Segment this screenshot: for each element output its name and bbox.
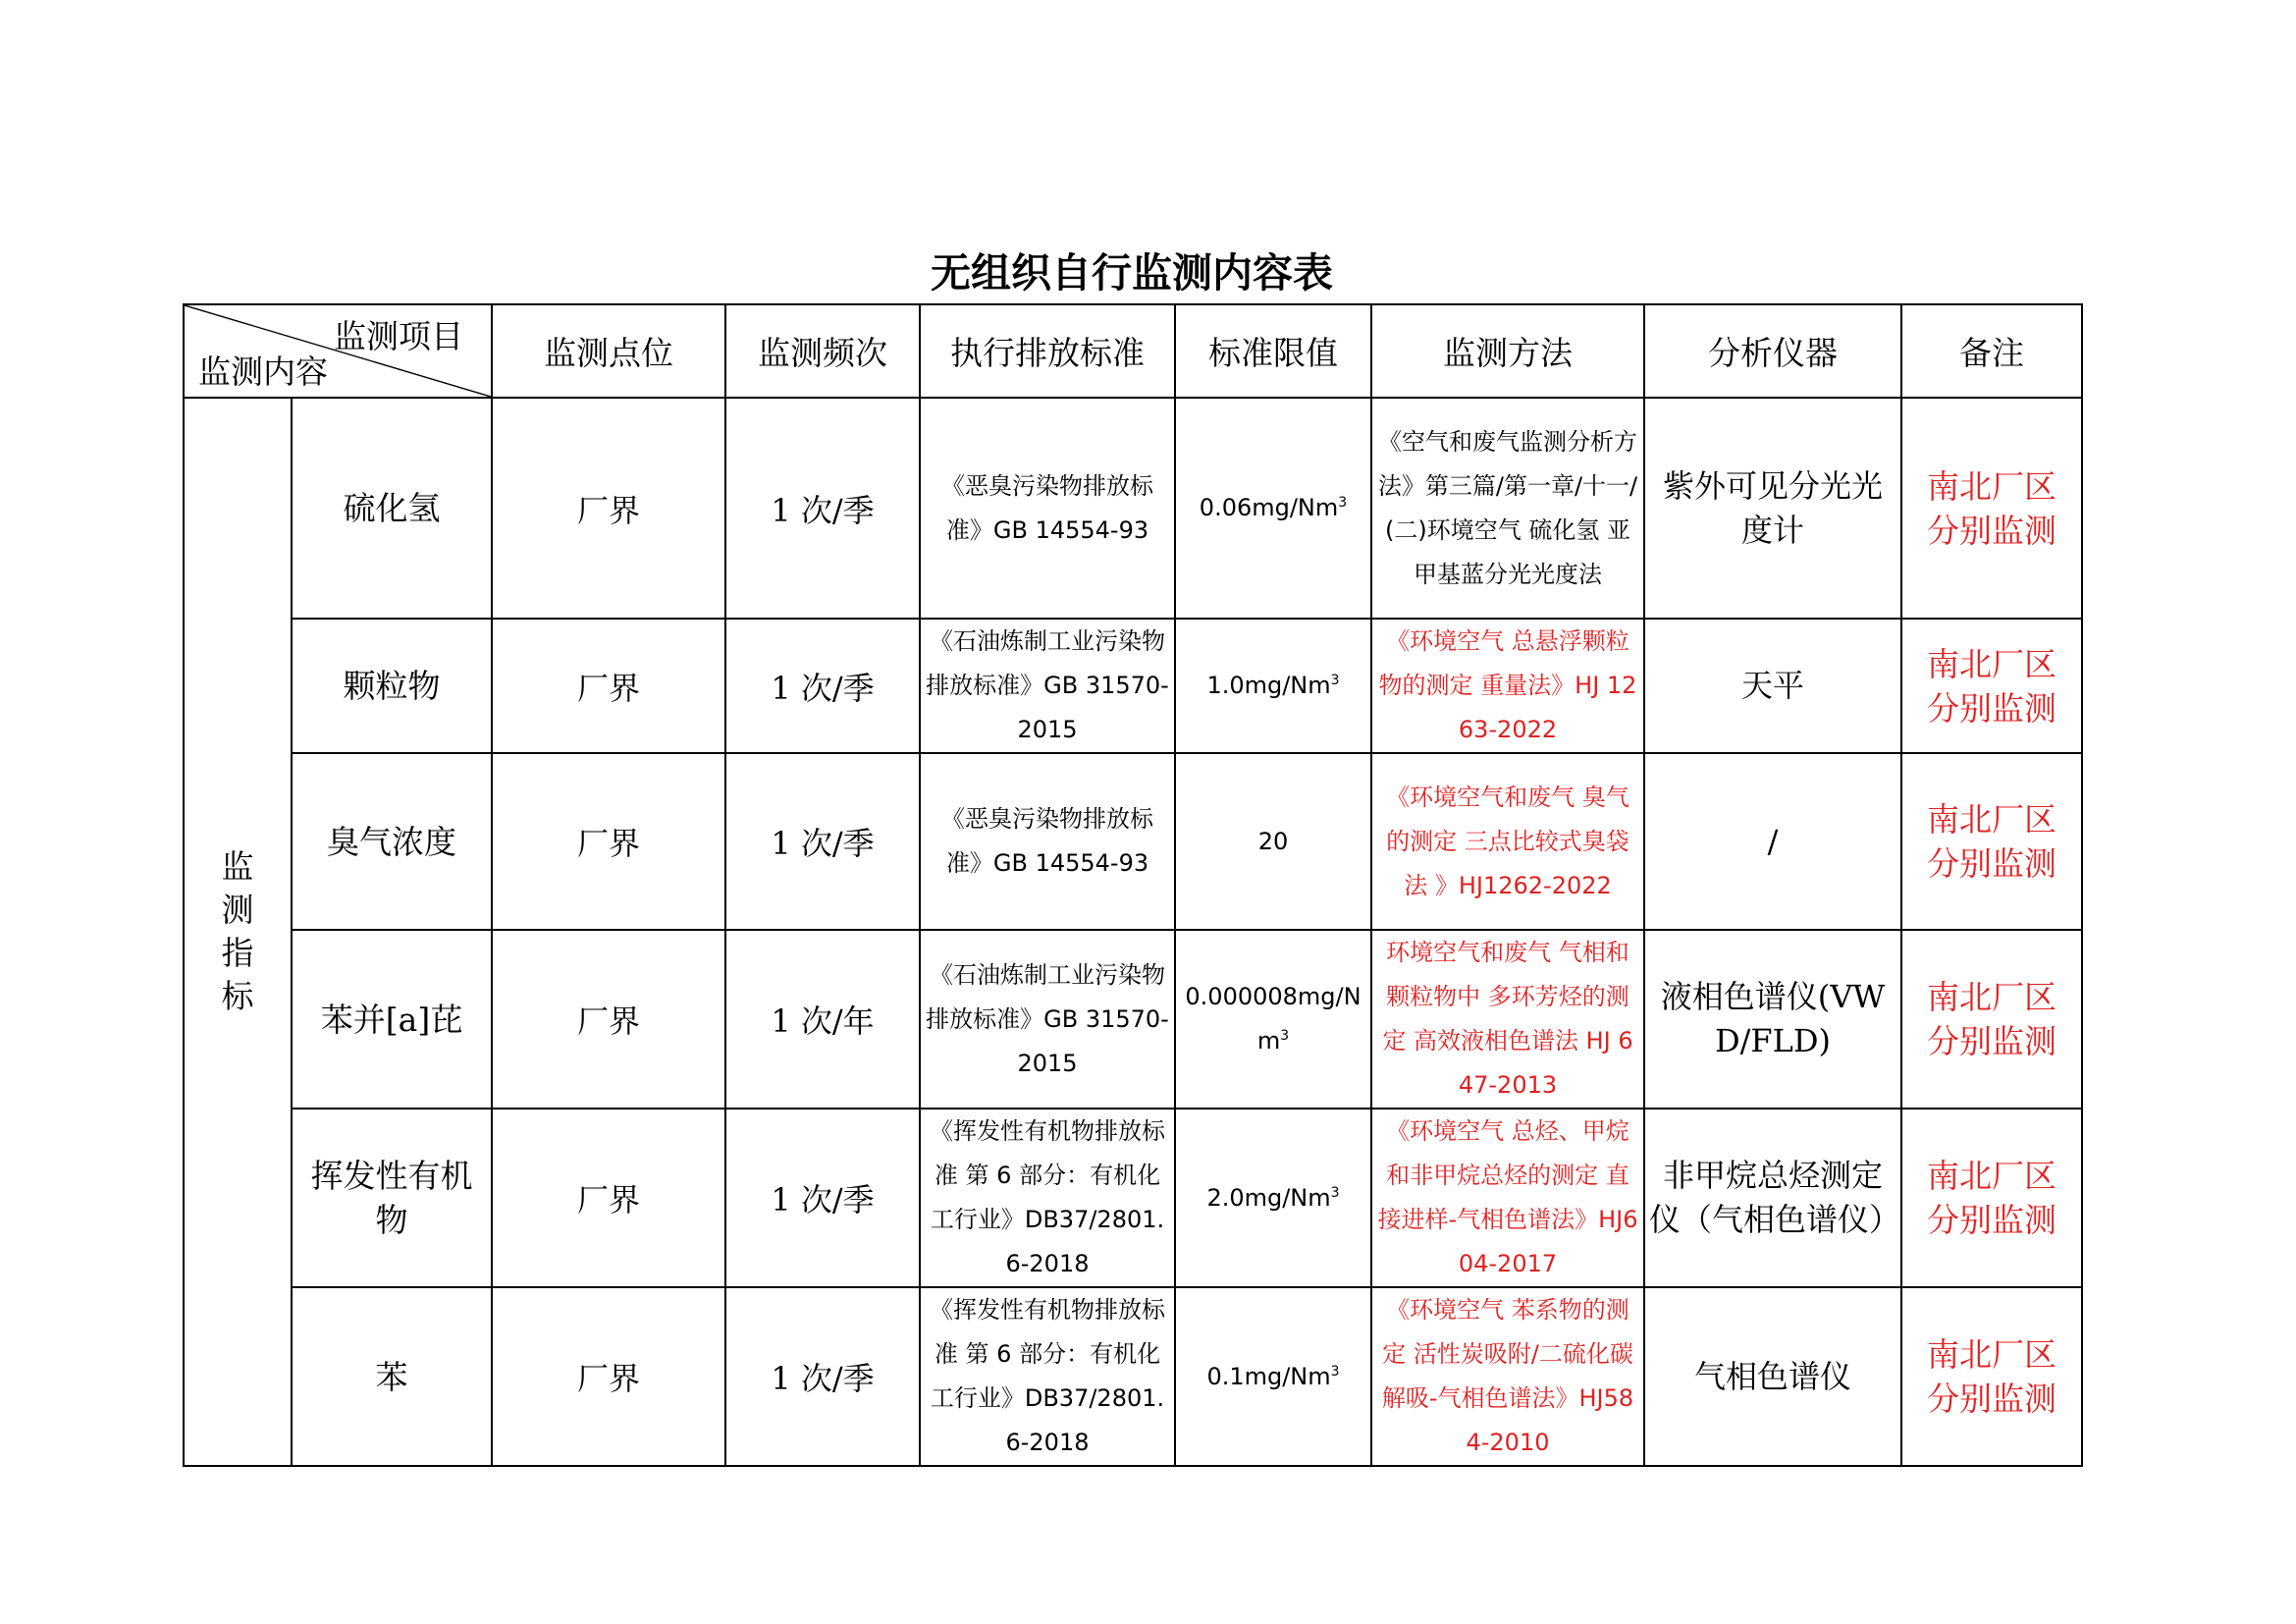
column-header-method: 监测方法 — [1371, 304, 1644, 398]
frequency-cell: 1 次/季 — [725, 398, 920, 619]
item-cell: 苯 — [292, 1287, 492, 1466]
frequency-cell: 1 次/季 — [725, 619, 920, 753]
limit-unit-superscript: 3 — [1280, 1028, 1290, 1044]
remark-cell: 南北厂区分别监测 — [1901, 1287, 2082, 1466]
standard-cell: 《恶臭污染物排放标准》GB 14554-93 — [920, 753, 1175, 930]
column-header-remark: 备注 — [1901, 304, 2082, 398]
method-cell: 环境空气和废气 气相和颗粒物中 多环芳烃的测定 高效液相色谱法 HJ 647-2013 — [1371, 930, 1644, 1109]
limit-value: 0.1mg/Nm — [1206, 1362, 1331, 1390]
frequency-cell: 1 次/季 — [725, 1287, 920, 1466]
table-row — [184, 1109, 2082, 1287]
column-header-standard: 执行排放标准 — [920, 304, 1175, 398]
monitoring-table — [183, 303, 2083, 1467]
location-cell: 厂界 — [492, 398, 725, 619]
method-cell: 《环境空气 总悬浮颗粒物的测定 重量法》HJ 1263-2022 — [1371, 619, 1644, 753]
group-label-cell — [184, 398, 292, 1466]
limit-unit-superscript: 3 — [1330, 673, 1340, 688]
limit-value: 20 — [1257, 827, 1289, 855]
standard-cell: 《恶臭污染物排放标准》GB 14554-93 — [920, 398, 1175, 619]
remark-cell: 南北厂区分别监测 — [1901, 398, 2082, 619]
table-body — [184, 398, 2082, 1466]
table-row — [184, 398, 2082, 619]
method-cell: 《空气和废气监测分析方法》第三篇/第一章/十一/(二)环境空气 硫化氢 亚甲基蓝分光光度法 — [1371, 398, 1644, 619]
diagonal-header-bottom: 监测内容 — [198, 352, 328, 391]
remark-cell: 南北厂区分别监测 — [1901, 1109, 2082, 1287]
limit-value: 0.06mg/Nm — [1199, 494, 1339, 521]
table-title: 无组织自行监测内容表 — [931, 249, 1333, 297]
limit-cell — [1175, 1109, 1371, 1287]
header-row — [184, 304, 2082, 398]
method-cell: 《环境空气 苯系物的测定 活性炭吸附/二硫化碳解吸-气相色谱法》HJ584-2010 — [1371, 1287, 1644, 1466]
item-cell: 挥发性有机物 — [292, 1109, 492, 1287]
frequency-cell: 1 次/季 — [725, 1109, 920, 1287]
limit-value: 1.0mg/Nm — [1206, 672, 1331, 699]
table-row — [184, 753, 2082, 930]
location-cell: 厂界 — [492, 1287, 725, 1466]
remark-cell: 南北厂区分别监测 — [1901, 930, 2082, 1109]
instrument-cell: 紫外可见分光光度计 — [1644, 398, 1901, 619]
instrument-cell: 天平 — [1644, 619, 1901, 753]
limit-unit-superscript: 3 — [1330, 1363, 1340, 1380]
location-cell: 厂界 — [492, 930, 725, 1109]
column-header-instrument: 分析仪器 — [1644, 304, 1901, 398]
frequency-cell: 1 次/季 — [725, 753, 920, 930]
standard-cell: 《石油炼制工业污染物排放标准》GB 31570-2015 — [920, 930, 1175, 1109]
limit-cell — [1175, 930, 1371, 1109]
column-header-frequency: 监测频次 — [725, 304, 920, 398]
table-row — [184, 1287, 2082, 1466]
limit-cell — [1175, 1287, 1371, 1466]
remark-cell: 南北厂区分别监测 — [1901, 619, 2082, 753]
item-cell: 颗粒物 — [292, 619, 492, 753]
item-cell: 硫化氢 — [292, 398, 492, 619]
location-cell: 厂界 — [492, 619, 725, 753]
instrument-cell: 非甲烷总烃测定仪（气相色谱仪） — [1644, 1109, 1901, 1287]
location-cell: 厂界 — [492, 753, 725, 930]
frequency-cell: 1 次/年 — [725, 930, 920, 1109]
limit-cell — [1175, 619, 1371, 753]
method-cell: 《环境空气和废气 臭气的测定 三点比较式臭袋法 》HJ1262-2022 — [1371, 753, 1644, 930]
method-cell: 《环境空气 总烃、甲烷和非甲烷总烃的测定 直接进样-气相色谱法》HJ604-2017 — [1371, 1109, 1644, 1287]
remark-cell: 南北厂区分别监测 — [1901, 753, 2082, 930]
standard-cell: 《挥发性有机物排放标准 第 6 部分：有机化工行业》DB37/2801.6-2018 — [920, 1109, 1175, 1287]
diagonal-header-top: 监测项目 — [334, 317, 463, 355]
group-label: 监测指标 — [221, 847, 254, 1015]
standard-cell: 《挥发性有机物排放标准 第 6 部分：有机化工行业》DB37/2801.6-2018 — [920, 1287, 1175, 1466]
standard-cell: 《石油炼制工业污染物排放标准》GB 31570-2015 — [920, 619, 1175, 753]
limit-value: 2.0mg/Nm — [1206, 1183, 1331, 1212]
limit-unit-superscript: 3 — [1330, 1184, 1340, 1201]
instrument-cell: 液相色谱仪(VWD/FLD) — [1644, 930, 1901, 1109]
limit-value: 0.000008mg/Nm — [1185, 983, 1362, 1055]
limit-unit-superscript: 3 — [1338, 495, 1348, 511]
table-row — [184, 930, 2082, 1109]
location-cell: 厂界 — [492, 1109, 725, 1287]
limit-cell — [1175, 398, 1371, 619]
column-header-location: 监测点位 — [492, 304, 725, 398]
instrument-cell: / — [1644, 753, 1901, 930]
limit-cell — [1175, 753, 1371, 930]
item-cell: 苯并[a]芘 — [292, 930, 492, 1109]
table-row — [184, 619, 2082, 753]
diagonal-header-cell — [184, 304, 492, 398]
column-header-limit: 标准限值 — [1175, 304, 1371, 398]
item-cell: 臭气浓度 — [292, 753, 492, 930]
instrument-cell: 气相色谱仪 — [1644, 1287, 1901, 1466]
